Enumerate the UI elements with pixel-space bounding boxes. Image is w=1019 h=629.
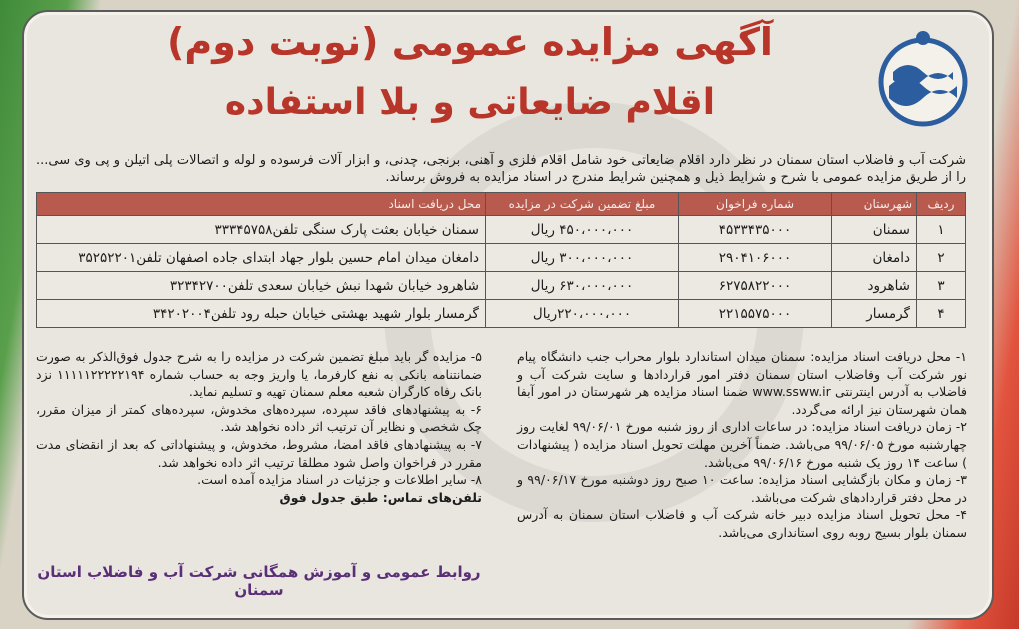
cell-call-number: ۲۹۰۴۱۰۶۰۰۰ <box>679 244 832 272</box>
cell-guarantee-amount: ۳۰۰،۰۰۰،۰۰۰ ریال <box>486 244 679 272</box>
intro-paragraph: شرکت آب و فاضلاب استان سمنان در نظر دارد اقلام ضایعاتی خود شامل اقلام فلزی و آهنی، برنجی، چدنی، و ابزار آلات فرسوده و لوله و اتصالات پلی اتیلن و پی وی سی... را از طریق مزایده عمومی با شرح و شرایط ذیل و همچنین شرایط مندرج در اسناد مزایده به فروش برساند. <box>36 153 966 185</box>
condition-7-invalid-bids: ۷- به پیشنهادهای فاقد امضا، مشروط، مخدوش، و پیشنهاداتی که بعد از انقضای مدت مقرر در فراخوان واصل شود مطلقا ترتیب اثر داده نخواهد شد. <box>36 436 482 470</box>
condition-4-delivery-location: ۴- محل تحویل اسناد مزایده دبیر خانه شرکت آب و فاضلاب استان سمنان به آدرس سمنان بلوار بسیج روبه روی استانداری می‌باشد. <box>517 507 967 540</box>
condition-1-documents-location: ۱- محل دریافت اسناد مزایده: سمنان میدان استاندارد بلوار محراب جنب دانشگاه پیام نور شرکت آب وفاضلاب استان سمنان دفتر امور قراردادها و سایت شرکت آب و فاضلاب به آدرس اینترنتی www.ssww.ir ضمنا اسناد مزایده هر شهرستان در امور آبفا همان شهرستان نیز ارائه می‌گردد. <box>517 349 967 417</box>
header-row-number: ردیف <box>917 193 966 216</box>
cell-city: سمنان <box>832 216 917 244</box>
header-call-number: شماره فراخوان <box>679 193 832 216</box>
cell-city: گرمسار <box>832 300 917 328</box>
cell-documents-location: شاهرود خیابان شهدا نبش خیابان سعدی تلفن۳۲۳۴۲۷۰۰ <box>37 272 486 300</box>
cell-city: شاهرود <box>832 272 917 300</box>
issuer-signature: روابط عمومی و آموزش همگانی شرکت آب و فاضلاب استان سمنان <box>37 563 481 599</box>
cell-call-number: ۶۲۷۵۸۲۲۰۰۰ <box>679 272 832 300</box>
announcement-subtitle: اقلام ضایعاتی و بلا استفاده <box>224 82 716 123</box>
announcement-title: آگهی مزایده عمومی (نوبت دوم) <box>167 20 773 64</box>
contact-phones: تلفن‌های تماس: طبق جدول فوق <box>279 489 482 505</box>
cell-documents-location: گرمسار بلوار شهید بهشتی خیابان حبله رود تلفن۳۴۲۰۲۰۰۴ <box>37 300 486 328</box>
table-row <box>37 216 966 244</box>
table-header-row <box>37 193 966 216</box>
water-company-logo-icon <box>873 28 973 128</box>
cell-guarantee-amount: ۶۳۰،۰۰۰،۰۰۰ ریال <box>486 272 679 300</box>
cell-row-number: ۲ <box>917 244 966 272</box>
cell-call-number: ۴۵۳۳۴۳۵۰۰۰ <box>679 216 832 244</box>
conditions-left-column <box>36 348 482 506</box>
table-row <box>37 272 966 300</box>
header-guarantee-amount: مبلغ تضمین شرکت در مزایده <box>486 193 679 216</box>
cell-call-number: ۲۲۱۵۵۷۵۰۰۰ <box>679 300 832 328</box>
cell-row-number: ۱ <box>917 216 966 244</box>
cell-documents-location: سمنان خیابان بعثت پارک سنگی تلفن۳۳۳۴۵۷۵۸ <box>37 216 486 244</box>
condition-8-other-info: ۸- سایر اطلاعات و جزئیات در اسناد مزایده آمده است. <box>197 472 482 488</box>
table-row <box>37 244 966 272</box>
cell-guarantee-amount: ۲۲۰،۰۰۰،۰۰۰ریال <box>486 300 679 328</box>
cell-row-number: ۳ <box>917 272 966 300</box>
table-row <box>37 300 966 328</box>
header-documents-location: محل دریافت اسناد <box>37 193 486 216</box>
cell-city: دامغان <box>832 244 917 272</box>
cell-guarantee-amount: ۴۵۰،۰۰۰،۰۰۰ ریال <box>486 216 679 244</box>
auction-items-table <box>36 192 966 328</box>
condition-6-deposits: ۶- به پیشنهادهای فاقد سپرده، سپرده‌های مخدوش، سپرده‌های کمتر از میزان مقرر، چک شخصی و نظایر آن ترتیب اثر داده نخواهد شد. <box>36 401 482 435</box>
condition-5-guarantee: ۵- مزایده گر باید مبلغ تضمین شرکت در مزایده را به شرح جدول فوق‌الذکر به صورت ضمانتنامه بانکی به نفع کارفرما، یا واریز وجه به حساب شماره ۱۱۱۱۱۲۲۲۲۲۱۹۴ نزد بانک رفاه کارگران شعبه معلم سمنان تهیه و تسلیم نماید. <box>36 349 482 400</box>
header-city: شهرستان <box>832 193 917 216</box>
cell-row-number: ۴ <box>917 300 966 328</box>
conditions-right-column <box>517 348 967 542</box>
condition-2-documents-time: ۲- زمان دریافت اسناد مزایده: در ساعات اداری از روز شنبه مورخ ۹۹/۰۶/۰۱ لغایت روز چهارشنبه مورخ ۹۹/۰۶/۰۵ می‌باشد. ضمناً آخرین مهلت تحویل اسناد مزایده ( پیشنهادات ) ساعت ۱۴ روز یک شنبه مورخ ۹۹/۰۶/۱۶ می‌باشد. <box>517 419 967 470</box>
condition-3-opening-time: ۳- زمان و مکان بازگشایی اسناد مزایده: ساعت ۱۰ صبح روز دوشنبه مورخ ۹۹/۰۶/۱۷ و در محل دفتر قراردادهای شرکت می‌باشد. <box>517 472 968 505</box>
cell-documents-location: دامغان میدان امام حسین بلوار جهاد ابتدای جاده اصفهان تلفن۳۵۲۵۲۲۰۱ <box>37 244 486 272</box>
